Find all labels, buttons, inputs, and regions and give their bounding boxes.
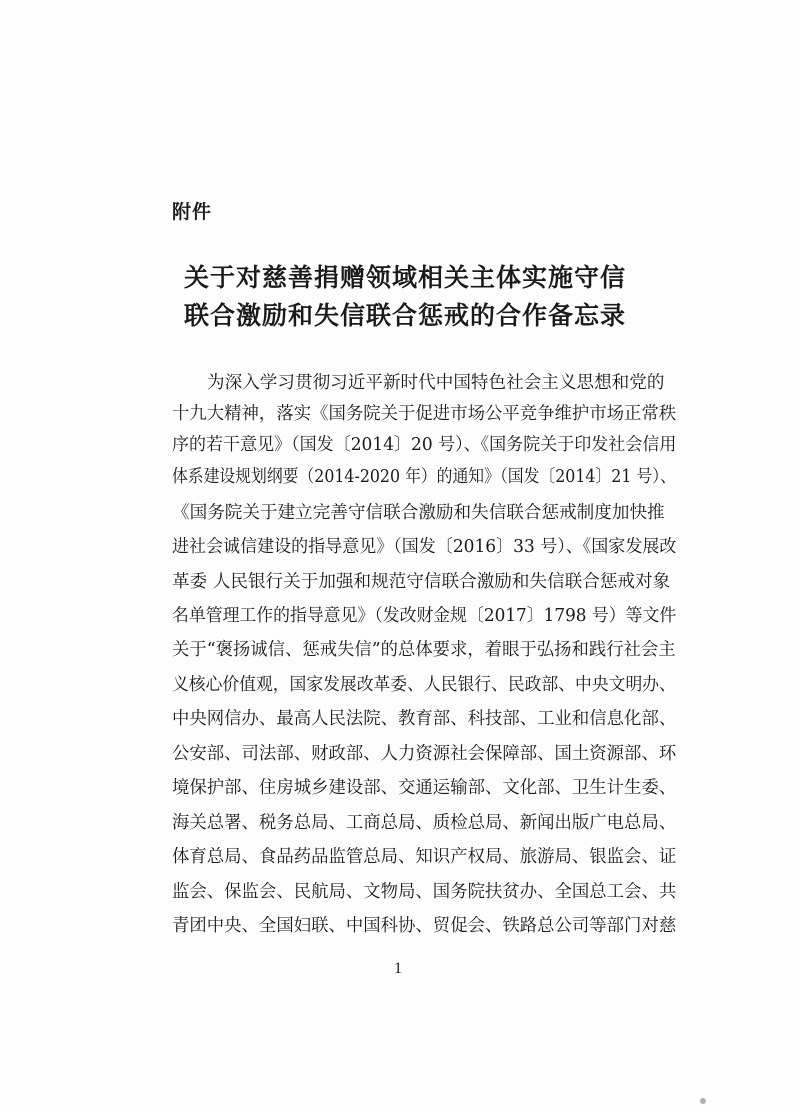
page-number: 1 [394,960,402,977]
scan-artifact-dot [700,1098,706,1104]
body-line-5: 《国务院关于建立完善守信联合激励和失信联合惩戒制度加快推 [172,503,665,523]
body-line-16: 监会、保监会、民航局、文物局、国务院扶贫办、全国总工会、共 [172,882,677,902]
body-line-6: 进社会诚信建设的指导意见》（国发〔2016〕33 号）、《国家发展改 [172,537,677,557]
body-line-8: 名单管理工作的指导意见》（发改财金规〔2017〕1798 号）等文件 [172,606,677,626]
body-line-9: 关于“褒扬诚信、惩戒失信”的总体要求，着眼于弘扬和践行社会主 [172,640,676,660]
document-title-line-1: 关于对慈善捐赠领域相关主体实施守信 [183,263,626,292]
document-title-line-2: 联合激励和失信联合惩戒的合作备忘录 [183,301,626,330]
body-line-1: 为深入学习贯彻习近平新时代中国特色社会主义思想和党的 [207,373,665,393]
body-line-4: 体系建设规划纲要（2014-2020 年）的通知》（国发〔2014〕21 号）、 [172,467,676,487]
body-line-14: 海关总署、税务总局、工商总局、质检总局、新闻出版广电总局、 [172,813,677,833]
body-line-10: 义核心价值观，国家发展改革委、人民银行、民政部、中央文明办、 [172,675,676,695]
body-line-15: 体育总局、食品药品监管总局、知识产权局、旅游局、银监会、证 [172,847,677,867]
body-line-2: 十九大精神，落实《国务院关于促进市场公平竞争维护市场正常秩 [172,404,677,424]
body-line-11: 中央网信办、最高人民法院、教育部、科技部、工业和信息化部、 [172,709,677,729]
body-line-17: 青团中央、全国妇联、中国科协、贸促会、铁路总公司等部门对慈 [172,916,677,936]
body-line-7: 革委 人民银行关于加强和规范守信联合激励和失信联合惩戒对象 [172,572,671,592]
body-line-13: 境保护部、住房城乡建设部、交通运输部、文化部、卫生计生委、 [172,778,677,798]
attachment-label: 附件 [172,201,213,223]
body-line-12: 公安部、司法部、财政部、人力资源社会保障部、国土资源部、环 [172,744,677,764]
body-line-3: 序的若干意见》（国发〔2014〕20 号）、《国务院关于印发社会信用 [172,435,677,455]
